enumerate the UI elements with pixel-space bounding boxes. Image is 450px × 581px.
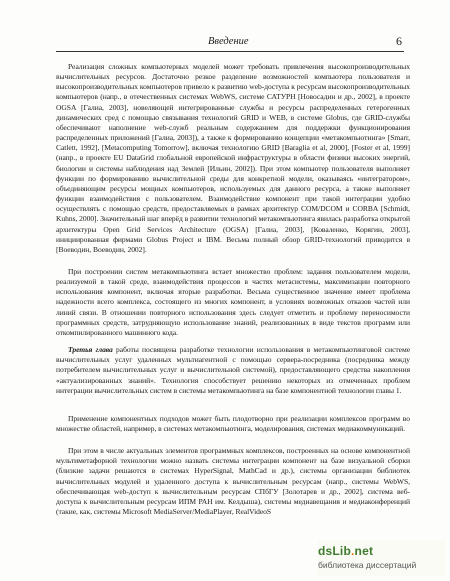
watermark-logo: dsLib.net	[318, 544, 374, 558]
paragraph-text: При этом в числе актуальных элементов программных комплексов, построенных на основе компонентной мультиметафорной технологии можно назвать системы интеграции компонент на базе визуальной сборки (близкие задачи решаются в системах HyperSignal, MathCad и др.), системы организации библиотек вычислительных модулей и удаленного доступа к вычислительным ресурсам (напр., системы WebWS, обеспечивающая web-доступ к вычислительным ресурсам СПбГУ [Золотарев и др., 2002], система веб-доступа к вычислительным ресурсам ИПМ РАН им. Келдыша), системы медиавещания и медиаконференций (такие, как, системы Microsoft MediaServer/MediaPlayer, RealVideoS	[56, 446, 410, 517]
header-title: Введение	[208, 36, 249, 47]
paragraph-third-chapter	[56, 345, 410, 396]
paragraph-component-approaches	[56, 414, 410, 434]
paragraph-text: Реализация сложных компьютерных моделей может требовать привлечения высокопроизводительных вычислительных ресурсов. Достаточно резкое разделение возможностей компьютера пользователя и высокопроизводительных компьютеров привело к развитию web-доступа к ресурсам высокопроизводительных компьютеров (напр., в отечественных системах WebWS, системе САТУРН [Новосадин и др., 2002], в проекте OGSA [Галиа, 2003], новеляющей интегрированные службы и ресурсы распределенных гетерогенных динамических сред с помощью связывания технологий GRID и WEB, в системе Globus, где GRID-службы обеспечивают наполнение web-служб реальным содержанием для поддержки функционирования распределенных приложений [Галиа, 2003]), а также к формированию концепции «метакомпьютинга» [Smarr, Catlett, 1992], [Metacomputing Tomorrow], включая технологию GRID [Baraglia et al, 2000], [Foster et al, 1999] (напр., в проекте EU DataGrid глобальной европейской инфраструктуры в области физики высоких энергий, биологии и системы наблюдения над Землей [Ильин, 2002]). При этом компьютер пользователя выполняет функции по формированию вычислительной среды для конкретной модели, оказываясь «интегратором», объединяющим ресурсы мощных компьютеров, используемых для данного ресурса, а также выполняет функции взаимодействия с пользователем. Взаимодействие компонент при такой интеграции удобно осуществлять с помощью средств, предоставляемых в рамках архитектур COM/DCOM и CORBA [Schmidt, Kuhns, 2000]. Значительный шаг вперёд в развитии технологий метакомпьютинга явилась разработка открытой архитектуры Open Grid Services Architecture (OGSA) [Галиа, 2003], [Коваленко, Корягин, 2003], инициированная фирмами Globus Project и IBM. Весьма полный обзор GRID-технологий приводится в [Воеводин, Воеводин, 2002].	[56, 62, 410, 254]
paragraph-intro-metacomputing	[56, 62, 410, 255]
chapter-lead: Третья глава	[68, 345, 113, 355]
paragraph-problems	[56, 267, 410, 338]
paragraph-text: При построении систем метакомпьютинга встает множество проблем: задания пользователем модели, реализуемой в такой среде, взаимодействия процессов в частях метасистемы, максимизации повторного использования компонент, включая вторые разработки. Весьма существенное значение имеет проблема надежности всего комплекса, состоящего из многих компонент, в условиях возможных отказов частей или линий связи. В отношении повторного использования здесь следует отметить и проблему переносимости программных средств, затрудняющую использование знаний, реализованных в виде текстов программ или откомпилированного машинного кода.	[56, 266, 410, 337]
site-watermark	[318, 540, 446, 576]
page-number: 6	[396, 34, 402, 48]
running-header	[56, 35, 404, 52]
paragraph-text: работы посвящена разработке технологии использования в метакомпьютинговой системе вычислительных услуг удаленных мультиагентной с помощью сервера-посредника (посредника между потребителем вычислительных услуг и вычислительной системой), предоставляющего средства накопления «актуализированных знаний». Технология способствует решению некоторых из отмеченных проблем интеграции вычислительных систем в системы метакомпьютинга на базе компонентной технологии главы 1.	[56, 345, 411, 395]
paragraph-program-complexes	[56, 446, 410, 517]
paragraph-text: Применение компонентных подходов может быть плодотворно при реализации комплексов программ во множестве областей, например, в системах метакомпьютинга, моделирования, системах медиакоммуникаций.	[56, 413, 410, 433]
watermark-tagline: библиотека диссертаций	[318, 560, 417, 570]
page-body	[56, 62, 410, 524]
